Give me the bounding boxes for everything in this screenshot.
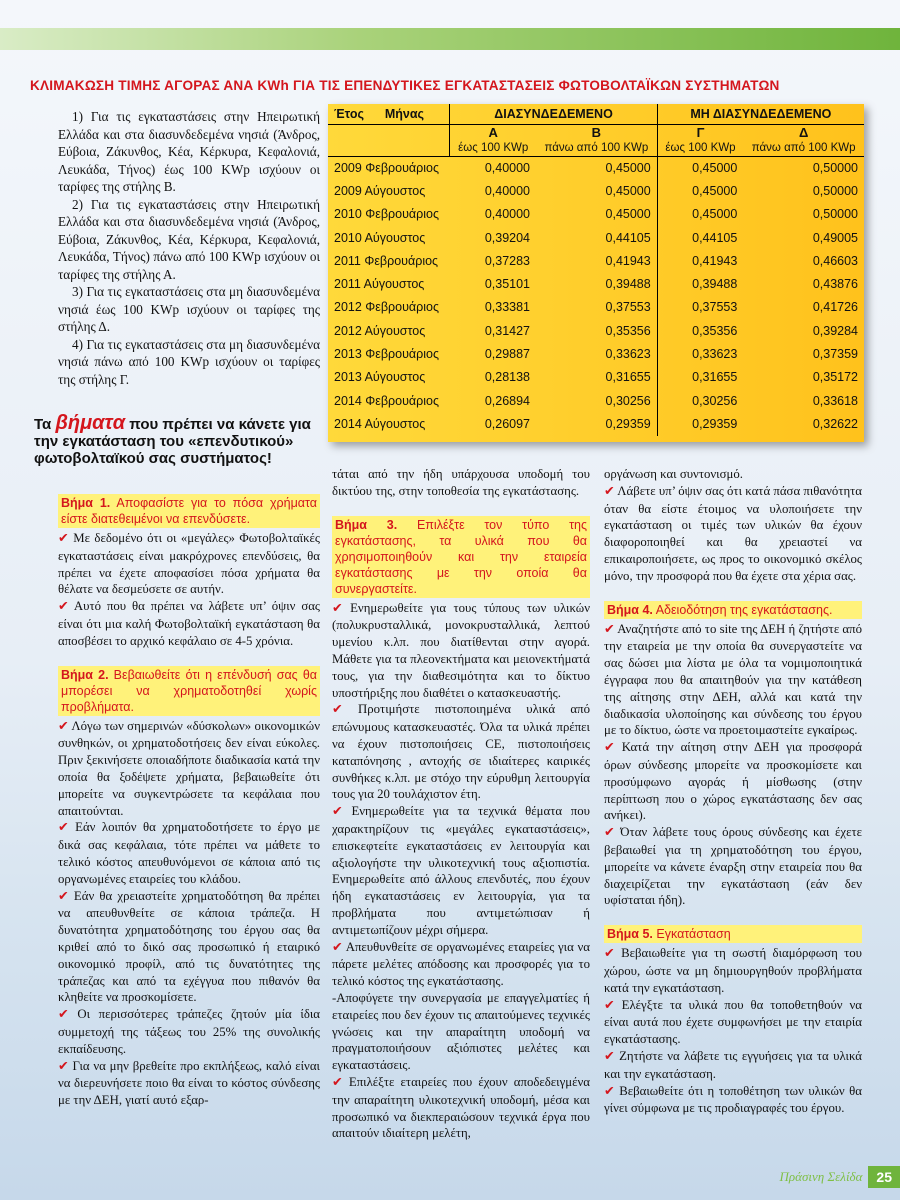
value-cell-b: 0,29359 [605,416,651,431]
value-cell-b: 0,44105 [605,230,651,245]
paragraph: ✔ Για να μην βρεθείτε προ εκπλήξεως, καλό είναι να διερευνήσετε ποιο θα είναι το κόστος σύνδεσης με την ΔΕΗ, γιατί αυτό εξαρ- [58,1058,320,1108]
value-cell-d: 0,39284 [812,323,858,338]
value-cell-b: 0,45000 [605,207,651,222]
column-1 [58,494,320,1109]
value-cell-a: 0,29887 [484,347,531,362]
value-cell-b: 0,33623 [605,347,651,362]
checkmark-icon: ✔ [332,702,343,718]
checkmark-icon: ✔ [58,599,69,615]
value-cell-a: 0,31427 [484,323,531,338]
period-cell: 2014 Αύγουστος [334,416,426,431]
checkmark-icon: ✔ [332,1074,343,1090]
month-header: Μήνας [384,106,425,121]
value-cell-a: 0,28138 [484,370,531,385]
value-cell-g: 0,41943 [657,249,743,272]
table-row [328,296,864,319]
period-cell: 2012 Αύγουστος [334,323,426,338]
step-1-heading: Βήμα 1. Αποφασίστε για το πόσα χρήματα είστε διατεθειμένοι να επενδύσετε. [58,494,320,528]
intro-note-3: 3) Για τις εγκαταστάσεις στα μη διασυνδεμένα νησιά έως 100 KWp ισχύουν οι ταρίφες της στήλης Δ. [58,284,320,334]
value-cell-b: 0,39488 [605,277,651,292]
page-title: ΚΛΙΜΑΚΩΣΗ ΤΙΜΗΣ ΑΓΟΡΑΣ ΑΝΑ KWh ΓΙΑ ΤΙΣ ΕΠΕΝΔΥΤΙΚΕΣ ΕΓΚΑΤΑΣΤΑΣΕΙΣ ΦΩΤΟΒΟΛΤΑΪΚΩΝ ΣΥΣΤΗΜΑΤΩΝ [30,78,780,93]
year-month-header [328,104,450,124]
column-letter-a: Α [488,125,498,141]
non-interconnected-group-header: ΜΗ ΔΙΑΣΥΝΔΕΔΕΜΕΝΟ [657,104,864,124]
checkmark-icon: ✔ [58,820,69,836]
value-cell-g: 0,45000 [657,179,743,202]
value-cell-g: 0,29359 [657,412,743,435]
value-cell-g: 0,39488 [657,272,743,295]
checkmark-icon: ✔ [604,946,615,962]
value-cell-d: 0,50000 [812,183,858,198]
value-cell-b: 0,30256 [605,393,651,408]
paragraph: ✔ Αναζητήστε από το site της ΔΕΗ ή ζητήστε από την εταιρεία με την οποία θα συνεργαστείτε να σας δώσει μια λίστα με όλα τα νομιμοποιητικά έγγραφα που θα απαιτηθούν για την κατάθεση της αίτησης στην ΔΕΗ, αλλά και κατά την διαδικασία υλοποίησης και σύνδεσης του έργου με το δίκτυο, ώστε να προετοιμαστείτε εγκαίρως. [604,621,862,738]
table-row [328,249,864,272]
checkmark-icon: ✔ [58,888,69,904]
paragraph: ✔ Βεβαιωθείτε για τη σωστή διαμόρφωση του χώρου, ώστε να μη δημιουργηθούν προβλήματα κατά την εγκατάσταση. [604,946,862,995]
value-cell-d: 0,46603 [812,253,858,268]
paragraph: ✔ Απευθυνθείτε σε οργανωμένες εταιρείες για να πάρετε μελέτες απόδοσης και προσφορές για το τελικό κόστος της εγκατάστασης. [332,939,590,989]
value-cell-g: 0,45000 [657,156,743,179]
step-2-heading: Βήμα 2. Βεβαιωθείτε ότι η επένδυσή σας θα μπορέσει να χρηματοδοτηθεί χωρίς προβλήματα. [58,666,320,716]
paragraph: ✔ Εάν θα χρειαστείτε χρηματοδότηση θα πρέπει να απευθυνθείτε σε κάποια τράπεζα. Η δυνατότητα χρηματοδότησης του έργου σας θα κριθεί από το δικό σας προσωπικό ή εταιρικό οικονομικό προφίλ, από τις δυνατότητες της τράπεζας και από τα εχέγγυα που πιθανόν θα κληθείτε να προσκομίσετε. [58,888,320,1005]
period-cell: 2011 Αύγουστος [334,277,425,292]
value-cell-a: 0,26894 [484,393,531,408]
value-cell-b: 0,37553 [605,300,651,315]
checkmark-icon: ✔ [58,1058,69,1074]
paragraph: ✔ Ενημερωθείτε για τα τεχνικά θέματα που χαρακτηρίζουν τις «μεγάλες εγκαταστάσεις», επισκεφτείτε εγκαταστάσεις εν λειτουργία και αξιολογήστε την υλικοτεχνική τους αξιοπιστία. Ενημερωθείτε από άλλους επενδυτές, που έχουν ήδη εγκαταστάσεις εν λειτουργία, για τα προβλήματα που αντιμετώπισαν ή αντιμετωπίζουν μέχρι σήμερα. [332,804,590,937]
column-sub-g: έως 100 KWp [657,141,743,156]
tariff-table [328,104,864,436]
value-cell-d: 0,41726 [812,300,858,315]
value-cell-b: 0,45000 [605,160,651,175]
paragraph: ✔ Με δεδομένο ότι οι «μεγάλες» Φωτοβολταϊκές εγκαταστάσεις είναι μακρόχρονες επενδύσεις, θα πρέπει να έχετε αποφασίσει πόσα χρήματα θα θέλατε να δεσμεύσετε σε αυτήν. [58,531,320,597]
value-cell-d: 0,35172 [812,370,858,385]
paragraph: ✔ Ελέγξτε τα υλικά που θα τοποθετηθούν να είναι αυτά που έχετε συμφωνήσει με την εταιρία εγκατάστασης. [604,997,862,1047]
top-color-band [0,28,900,50]
table-row [328,156,864,179]
table-row [328,319,864,342]
value-cell-a: 0,40000 [484,183,531,198]
column-2 [332,466,590,1142]
value-cell-g: 0,33623 [657,342,743,365]
intro-note-1: 1) Για τις εγκαταστάσεις στην Ηπειρωτική Ελλάδα και στα διασυνδεδεμένα νησιά (Άνδρος, Εύβοια, Ζάκυνθος, Κέα, Κέρκυρα, Κεφαλονιά, Λευκάδα, Τήνος) έως 100 KWp ισχύουν οι ταρίφες της στήλης Β. [58,109,320,194]
table-row [328,179,864,202]
paragraph: ✔ Όταν λάβετε τους όρους σύνδεσης και έχετε βεβαιωθεί για τη χρηματοδότηση του έργου, μπορείτε να κάνετε έναρξη στην εταιρεία που θα διαχειρίζεται την εγκατάσταση (εάν δεν υφίσταται ήδη). [604,825,862,908]
column-letter-b: Β [591,125,602,141]
paragraph: ✔ Επιλέξτε εταιρείες που έχουν αποδεδειγμένα την απαραίτητη υλικοτεχνική υποδομή, μέσα και προσωπικό να διεκπεραιώσουν τεχνικά έργα που απαιτούν ιδιαίτερη μελέτη, [332,1074,590,1141]
value-cell-b: 0,45000 [605,183,651,198]
checkmark-icon: ✔ [58,1007,69,1023]
period-cell: 2014 Φεβρουάριος [334,393,440,408]
tariff-table-panel [328,104,864,442]
year-header: Έτος [334,106,365,121]
value-cell-d: 0,50000 [812,207,858,222]
value-cell-a: 0,37283 [484,253,531,268]
paragraph: ✔ Βεβαιωθείτε ότι η τοποθέτηση των υλικών θα γίνει σύμφωνα με τις προδιαγραφές του έργου. [604,1083,862,1116]
column-sub-b: πάνω από 100 KWp [536,141,657,156]
paragraph: τάται από την ήδη υπάρχουσα υποδομή του δικτύου της, στην τοποθεσία της εγκατάστασης. [332,467,590,498]
footer-brand: Πράσινη Σελίδα [779,1169,863,1184]
period-cell: 2012 Φεβρουάριος [334,300,440,315]
value-cell-b: 0,35356 [605,323,651,338]
checkmark-icon: ✔ [604,621,615,637]
checkmark-icon: ✔ [332,939,343,955]
value-cell-a: 0,26097 [484,416,531,431]
paragraph: ✔ Κατά την αίτηση στην ΔΕΗ για προσφορά όρων σύνδεσης μπορείτε να προσκομίσετε και προσύμφωνο αγοράς ή μίσθωσης (στην περίπτωση που ο χώρος εγκατάστασης δεν σας ανήκει). [604,740,862,823]
checkmark-icon: ✔ [604,1048,615,1064]
value-cell-d: 0,43876 [812,277,858,292]
column-letter-d: Δ [798,125,809,141]
value-cell-g: 0,44105 [657,226,743,249]
value-cell-g: 0,30256 [657,389,743,412]
value-cell-g: 0,45000 [657,203,743,226]
step-5-heading: Βήμα 5. Εγκατάσταση [604,925,862,943]
paragraph: -Αποφύγετε την συνεργασία με επαγγελματίες ή εταιρείες που δεν έχουν τις απαιτούμενες τεχνικές γνώσεις και την απαραίτητη υποδομή να πραγματοποιήσουν αξιόπιστες μελέτες και εγκαταστάσεις. [332,990,590,1073]
period-cell: 2010 Φεβρουάριος [334,207,440,222]
paragraph: ✔ Προτιμήστε πιστοποιημένα υλικά από επώνυμους κατασκευαστές. Όλα τα υλικά πρέπει να έχουν πιστοποιήσεις CE, πιστοποιήσεις καταπόνησης , αντοχής σε ιδιαίτερες καιρικές συνθήκες κ.λπ. με στόχο την εύρυθμη λειτουργία τους για 20 τουλάχιστον έτη. [332,702,590,802]
paragraph: ✔ Οι περισσότερες τράπεζες ζητούν μία ίδια συμμετοχή της τάξεως του 25% της συνολικής εκπαίδευσης. [58,1007,320,1056]
value-cell-g: 0,37553 [657,296,743,319]
value-cell-d: 0,32622 [812,416,858,431]
page-number: 25 [868,1166,900,1188]
value-cell-b: 0,31655 [605,370,651,385]
paragraph: ✔ Λόγω των σημερινών «δύσκολων» οικονομικών συνθηκών, οι χρηματοδοτήσεις δεν είναι εύκολες. Πριν ξεκινήσετε οποιαδήποτε διαδικασία κατά την οποία θα ξοδέψετε χρήματα, βεβαιωθείτε ότι μπορείτε να συγκεντρώσετε τα κεφάλαια που απαιτούνται. [58,718,320,818]
checkmark-icon: ✔ [604,740,615,756]
steps-heading-accent: βήματα [55,412,126,434]
value-cell-a: 0,39204 [484,230,531,245]
checkmark-icon: ✔ [332,804,343,820]
checkmark-icon: ✔ [58,718,69,734]
column-sub-a: έως 100 KWp [450,141,536,156]
step-3-heading: Βήμα 3. Επιλέξτε τον τύπο της εγκατάστασης, τα υλικά που θα χρησιμοποιηθούν και την εταιρεία εγκατάστασης με την οποία θα συνεργαστείτε. [332,516,590,598]
table-row [328,342,864,365]
intro-note-2: 2) Για τις εγκαταστάσεις στην Ηπειρωτική Ελλάδα και στα διασυνδεδεμένα νησιά (Άνδρος, Εύβοια, Ζάκυνθος, Κέα, Κέρκυρα, Κεφαλονιά, Λευκάδα, Τήνος) πάνω από 100 KWp ισχύουν οι ταρίφες της στήλης Α. [58,196,320,282]
checkmark-icon: ✔ [332,600,343,616]
paragraph: ✔ Λάβετε υπ’ όψιν σας ότι κατά πάσα πιθανότητα όταν θα είστε έτοιμος να υλοποιήσετε την εγκατάσταση οι τιμές των υλικών θα έχουν διαφοροποιηθεί και θα χρειαστεί να επικαιροποιήσετε, ως προς το οικονομικό σκέλος μόνο, την προσφορά που θα έχετε στα χέρια σας. [604,483,862,583]
value-cell-b: 0,41943 [605,253,651,268]
value-cell-g: 0,35356 [657,319,743,342]
paragraph: ✔ Αυτό που θα πρέπει να λάβετε υπ’ όψιν σας είναι ότι μια καλή Φωτοβολταϊκή εγκατάσταση θα αποσβέσει το αρχικό κεφάλαιο σε 4-5 χρόνια. [58,599,320,648]
period-cell: 2013 Αύγουστος [334,370,426,385]
paragraph: ✔ Ζητήστε να λάβετε τις εγγυήσεις για τα υλικά και την εγκατάσταση. [604,1048,862,1081]
checkmark-icon: ✔ [604,1083,615,1099]
period-cell: 2013 Φεβρουάριος [334,347,440,362]
table-row [328,226,864,249]
table-row [328,366,864,389]
page-footer [750,1164,900,1190]
value-cell-a: 0,33381 [484,300,531,315]
interconnected-group-header: ΔΙΑΣΥΝΔΕΔΕΜΕΝΟ [450,104,657,124]
steps-heading-pre: Τα [34,416,56,433]
intro-note-4: 4) Για τις εγκαταστάσεις στα μη διασυνδεμένα νησιά πάνω από 100 KWp ισχύουν οι ταρίφες της στήλης Γ. [58,336,320,387]
value-cell-a: 0,40000 [484,160,531,175]
period-cell: 2009 Φεβρουάριος [334,160,440,175]
paragraph: ✔ Ενημερωθείτε για τους τύπους των υλικών (πολυκρυσταλλικά, μονοκρυσταλλικά, λεπτού υμενίου κ.λπ. που διατίθενται στην αγορά. Μάθετε για τα πλεονεκτήματα και μειονεκτήματά τους, για την διαθεσιμότητα και το δίκτυο υποστήριξης που διαθέτει ο κατασκευαστής. [332,600,590,700]
value-cell-g: 0,31655 [657,366,743,389]
value-cell-d: 0,49005 [812,230,858,245]
value-cell-a: 0,40000 [484,207,531,222]
steps-heading-post: που πρέπει να κάνετε για την εγκατάσταση του «επενδυτικού» φωτοβολταϊκού σας συστήματος! [34,416,311,467]
checkmark-icon: ✔ [58,531,69,546]
column-3 [604,466,862,1117]
checkmark-icon: ✔ [604,825,615,841]
intro-notes [58,108,320,388]
step-4-heading: Βήμα 4. Αδειοδότηση της εγκατάστασης. [604,601,862,619]
value-cell-d: 0,37359 [812,347,858,362]
value-cell-d: 0,50000 [812,160,858,175]
period-cell: 2010 Αύγουστος [334,230,426,245]
period-cell: 2009 Αύγουστος [334,183,426,198]
paragraph: ✔ Εάν λοιπόν θα χρηματοδοτήσετε το έργο με δικά σας κεφάλαια, τότε πρέπει να μάθετε το τελικό κόστος απευθυνόμενοι σε κάποια από τις οργανωμένες εταιρείες του κλάδου. [58,820,320,886]
table-row [328,389,864,412]
table-row [328,203,864,226]
paragraph: οργάνωση και συντονισμό. [604,467,743,481]
checkmark-icon: ✔ [604,483,615,499]
value-cell-d: 0,33618 [812,393,858,408]
table-row [328,412,864,435]
column-letter-g: Γ [657,124,743,141]
steps-heading [34,412,319,467]
table-row [328,272,864,295]
period-cell: 2011 Φεβρουάριος [334,253,439,268]
checkmark-icon: ✔ [604,997,615,1013]
value-cell-a: 0,35101 [484,277,531,292]
column-sub-d: πάνω από 100 KWp [743,141,864,156]
